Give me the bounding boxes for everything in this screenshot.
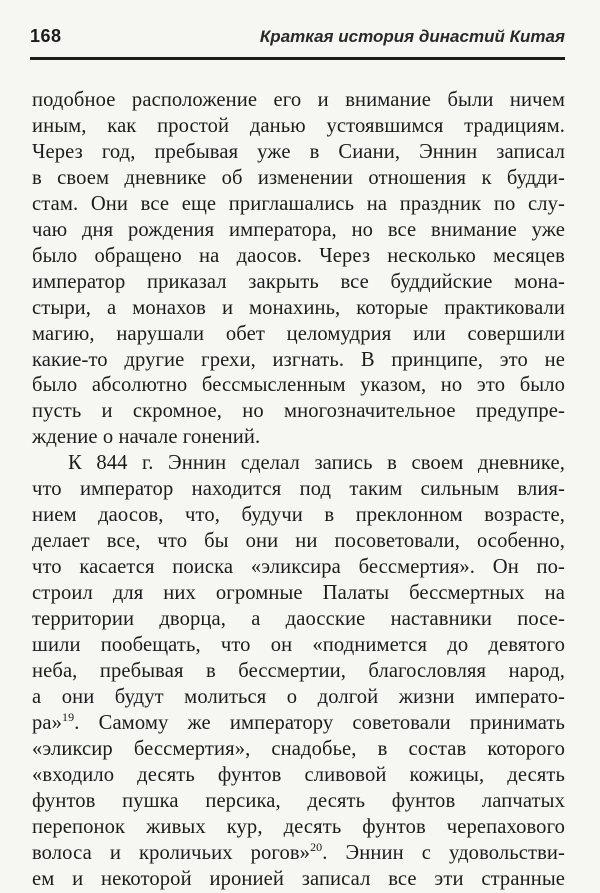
text-line: неба, пребывая в бессмертии, благословляя народ,: [32, 659, 565, 682]
page-number: 168: [30, 26, 62, 46]
text-line: подобное расположение его и внимание были ничем: [32, 89, 565, 111]
text-line: было абсолютно бессмысленным указом, но это было: [32, 374, 565, 397]
text-fragment: . Самому же императору советовали принимать: [74, 711, 565, 734]
text-line: было обращено на даосов. Через несколько месяцев: [32, 244, 565, 267]
text-line: ем и некоторой иронией записал все эти странные: [32, 867, 565, 890]
running-title: Краткая история династий Китая: [259, 27, 565, 46]
header-rule: [30, 57, 565, 60]
text-line: что император находится под таким сильным влия-: [32, 478, 565, 501]
text-line: ждение о начале гонений.: [32, 426, 261, 449]
text-line: император приказал закрыть все буддийские мона-: [32, 270, 565, 293]
text-line: шили пообещать, что он «поднимется до девятого: [32, 634, 565, 657]
paragraph-1: [32, 88, 565, 451]
text-line: магию, нарушали обет целомудрия или совершили: [32, 322, 565, 345]
text-line: какие-то другие грехи, изгнать. В принципе, это не: [32, 348, 565, 371]
paragraph-2: [32, 451, 565, 892]
footnote-ref-20: 20: [310, 839, 323, 854]
text-line: «входило десять фунтов сливовой кожицы, десять: [32, 763, 565, 786]
text-line-with-footnote: [32, 711, 565, 737]
text-line: «эликсир бессмертия», снадобье, в состав которого: [32, 737, 565, 760]
text-line: Через год, пребывая уже в Сиани, Эннин записал: [32, 140, 565, 163]
text-line: а они будут молиться о долгой жизни императо-: [32, 685, 565, 708]
text-line: К 844 г. Эннин сделал запись в своем дневнике,: [68, 452, 565, 475]
footnote-ref-19: 19: [62, 709, 75, 724]
text-line: фунтов пушка персика, десять фунтов лапчатых: [32, 789, 565, 812]
text-line: чаю дня рождения императора, но все внимание уже: [32, 218, 565, 241]
text-line: делает все, что бы они ни посоветовали, особенно,: [32, 530, 565, 553]
text-line: в своем дневнике об изменении отношения к будди-: [32, 166, 565, 189]
text-line: нием даосов, что, будучи в преклонном возрасте,: [32, 504, 565, 527]
text-line: стыри, а монахов и монахинь, которые практиковали: [32, 296, 565, 319]
page-header: [30, 26, 565, 52]
text-line: что касается поиска «эликсира бессмертия». Он по-: [32, 556, 565, 579]
text-line: территории дворца, а даосские наставники посе-: [32, 608, 565, 631]
text-fragment: волоса и кроличьих рогов»: [32, 841, 311, 864]
text-line: строил для них огромные Палаты бессмертных на: [32, 582, 565, 605]
text-fragment: ра»: [32, 711, 63, 734]
text-fragment: . Эннин с удовольстви-: [322, 841, 565, 864]
text-line: стам. Они все еще приглашались на праздник по слу-: [32, 192, 565, 215]
text-line-with-footnote: [32, 841, 565, 867]
body-text: [32, 88, 565, 893]
text-line: пусть и скромное, но многозначительное предупре-: [32, 400, 565, 423]
text-line: иным, как простой данью устоявшимся традициям.: [32, 114, 565, 137]
text-line: перепонок живых кур, десять фунтов черепахового: [32, 815, 565, 838]
